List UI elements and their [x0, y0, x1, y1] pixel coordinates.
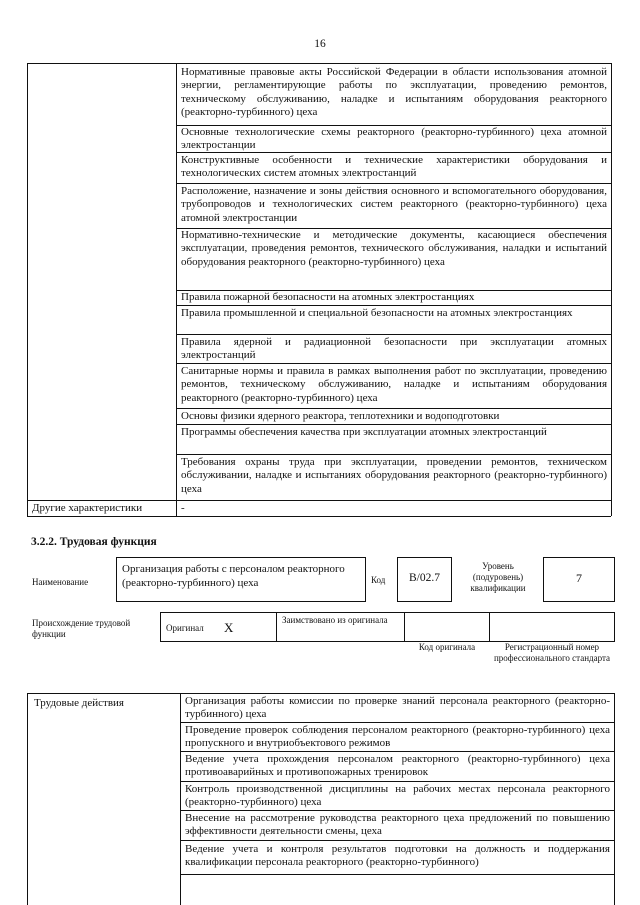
action-row: Внесение на рассмотрение руководства реакторного цеха предложений по повышению эффективности деятельности смены, цеха [185, 812, 610, 838]
knowledge-row: Санитарные нормы и правила в рамках выполнения работ по эксплуатации, проведению ремонтов, техническому обслуживанию, наладке и испытаниям оборудования реакторного (реакторно-турбинного) цеха [181, 365, 607, 404]
knowledge-row: Правила пожарной безопасности на атомных электростанциях [181, 291, 475, 303]
level-label: Уровень (подуровень) квалификации [470, 561, 526, 593]
knowledge-row: Основы физики ядерного реактора, теплотехники и водоподготовки [181, 410, 500, 422]
name-label: Наименование [32, 577, 89, 587]
knowledge-row: Требования охраны труда при эксплуатации, проведении ремонтов, техническом обслуживании, наладке и испытаниях оборудования реакторного (реакторно-турбинного) цеха [181, 456, 607, 495]
action-row: Проведение проверок соблюдения персоналом реакторного (реакторно-турбинного) цеха пропускного и внутриобъектового режимов [185, 724, 610, 750]
borrowed-label: Заимствовано из оригинала [282, 615, 388, 625]
action-row: Ведение учета прохождения персоналом реакторного (реакторно-турбинного) цеха противоаварийных и противопожарных тренировок [185, 753, 610, 779]
other-characteristics-value: - [181, 502, 185, 514]
other-characteristics-label: Другие характеристики [32, 502, 143, 514]
level-value: 7 [576, 571, 582, 585]
origin-label: Происхождение трудовой функции [32, 618, 131, 639]
action-row: Контроль производственной дисциплины на рабочих местах персонала реакторного (реакторно-турбинного) цеха [185, 783, 610, 809]
knowledge-row: Правила промышленной и специальной безопасности на атомных электростанциях [181, 307, 573, 319]
page-number: 16 [314, 38, 326, 50]
action-row: Организация работы комиссии по проверке знаний персонала реакторного (реакторно-турбинного) цеха [185, 695, 610, 721]
knowledge-row: Нормативно-технические и методические документы, касающиеся обеспечения эксплуатации, проведения ремонтов, технического обслуживания, наладки и испытаний оборудования реакторного (реакторно-турбинного) цеха [181, 229, 607, 268]
original-label: Оригинал [166, 623, 204, 633]
code-original-caption: Код оригинала [418, 642, 476, 652]
registration-caption: Регистрационный номер профессионального стандарта [493, 642, 611, 663]
knowledge-row: Расположение, назначение и зоны действия основного и вспомогательного оборудования, трубопроводов и технологических систем реакторного (реакторно-турбинного) цеха атомной электростанции [181, 185, 607, 224]
original-mark: X [224, 620, 234, 635]
code-label: Код [371, 575, 386, 585]
code-value: В/02.7 [409, 572, 440, 584]
knowledge-row: Программы обеспечения качества при эксплуатации атомных электростанций [181, 426, 547, 438]
knowledge-row: Правила ядерной и радиационной безопасности при эксплуатации атомных электростанций [181, 336, 607, 362]
section-heading: 3.2.2. Трудовая функция [31, 536, 157, 548]
actions-label: Трудовые действия [34, 697, 124, 709]
knowledge-row: Основные технологические схемы реакторного (реакторно-турбинного) цеха атомной электростанции [181, 126, 607, 152]
action-row: Ведение учета и контроля результатов подготовки на должность и поддержания квалификации персонала реакторного (реакторно-турбинного) [185, 843, 610, 869]
name-value: Организация работы с персоналом реакторного (реакторно-турбинного) цеха [122, 563, 345, 589]
knowledge-row: Конструктивные особенности и технические характеристики оборудования и технологических систем атомных электростанций [181, 154, 607, 180]
knowledge-row: Нормативные правовые акты Российской Федерации в области использования атомной энергии, регламентирующие работы по эксплуатации, проведению ремонтов, техническому обслуживанию, наладке и испытаниям оборудования реакторного (реакторно-турбинного) цеха [181, 66, 607, 119]
